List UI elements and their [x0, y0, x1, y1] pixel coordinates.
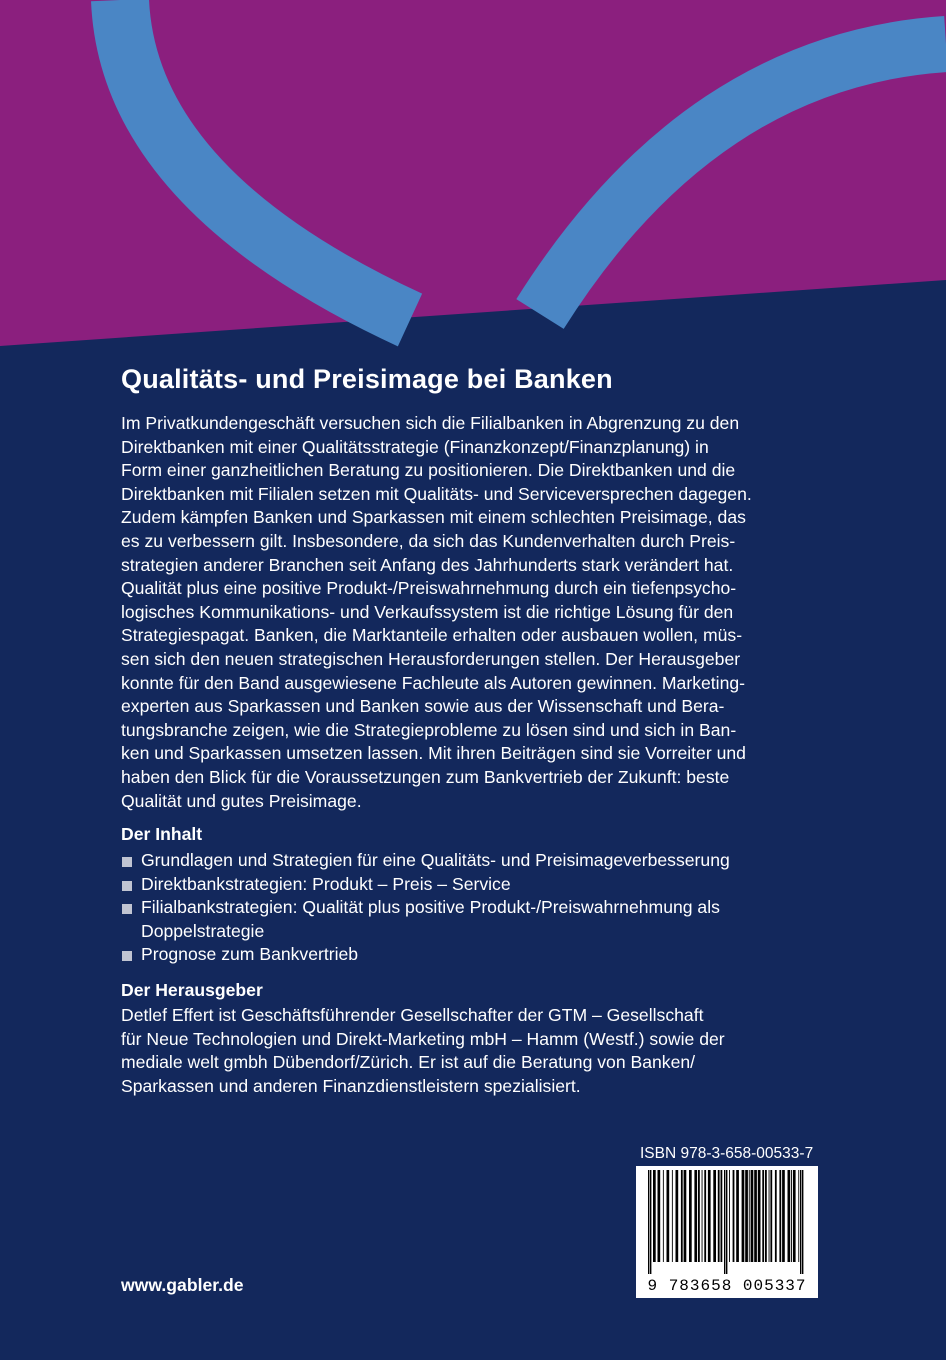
- barcode-bar: [694, 1170, 697, 1262]
- barcode-bar: [676, 1170, 679, 1262]
- barcode-bar: [713, 1170, 716, 1262]
- editor-heading: Der Herausgeber: [121, 980, 263, 1000]
- contents-item: [121, 849, 821, 873]
- editor-bio: [121, 1004, 821, 1098]
- editor-line: Sparkassen und anderen Finanzdienstleistern spezialisiert.: [121, 1075, 581, 1096]
- barcode-bar: [762, 1170, 764, 1262]
- description-line: logisches Kommunikations- und Verkaufssystem ist die richtige Lösung für den: [121, 601, 734, 622]
- contents-item: [121, 896, 821, 943]
- barcode-bar: [663, 1170, 664, 1262]
- barcode-bar: [779, 1170, 781, 1262]
- book-description: [121, 412, 821, 813]
- barcode-guard-bar: [648, 1170, 649, 1274]
- description-line: ken und Sparkassen umsetzen lassen. Mit ihren Beiträgen sind sie Vorreiter und: [121, 743, 746, 764]
- square-bullet-icon: [122, 881, 132, 891]
- contents-item: [121, 943, 821, 967]
- description-line: Form einer ganzheitlichen Beratung zu positionieren. Die Direktbanken und die: [121, 460, 736, 481]
- book-title: Qualitäts- und Preisimage bei Banken: [121, 364, 613, 394]
- barcode-bar: [718, 1170, 720, 1262]
- editor-line: Detlef Effert ist Geschäftsführender Gesellschafter der GTM – Gesellschaft: [121, 1005, 704, 1025]
- square-bullet-icon: [122, 951, 132, 961]
- description-line: strategien anderer Branchen seit Anfang des Jahrhunderts stark verändert hat.: [121, 554, 734, 575]
- barcode-bar: [793, 1170, 796, 1262]
- description-line: experten aus Sparkassen und Banken sowie aus der Wissenschaft und Bera-: [121, 696, 725, 717]
- description-line: Direktbanken mit einer Qualitätsstrategie (Finanzkonzept/Finanzplanung) in: [121, 436, 709, 457]
- barcode-bar: [745, 1170, 748, 1262]
- barcode-guard-bar: [802, 1170, 803, 1274]
- editor-line: mediale welt gmbh Dübendorf/Zürich. Er ist auf die Beratung von Banken/: [121, 1052, 696, 1073]
- contents-item-line: Doppelstrategie: [141, 920, 265, 941]
- barcode-bar: [698, 1170, 700, 1262]
- barcode-bar: [721, 1170, 723, 1262]
- barcode: [636, 1166, 818, 1298]
- contents-item: [121, 873, 821, 897]
- cover-decoration: [0, 0, 946, 360]
- description-line: Direktbanken mit Filialen setzen mit Qualitäts- und Serviceversprechen dagegen.: [121, 483, 752, 504]
- description-line: Qualität und gutes Preisimage.: [121, 790, 362, 811]
- barcode-bar: [733, 1170, 735, 1262]
- barcode-bar: [751, 1170, 754, 1262]
- square-bullet-icon: [122, 904, 132, 914]
- contents-heading: Der Inhalt: [121, 824, 203, 844]
- description-line: Strategiespagat. Banken, die Marktanteile erhalten oder ausbauen wollen, müs-: [121, 625, 743, 646]
- barcode-bar: [704, 1170, 706, 1262]
- barcode-bar: [702, 1170, 703, 1262]
- square-bullet-icon: [122, 857, 132, 867]
- barcode-bar: [798, 1170, 799, 1262]
- barcode-bar: [775, 1170, 777, 1262]
- barcode-number: 9 783658 005337: [647, 1277, 807, 1295]
- barcode-bar: [684, 1170, 687, 1262]
- description-line: konnte für den Band ausgewiesene Fachleute als Autoren gewinnen. Marketing-: [121, 672, 746, 693]
- description-line: Qualität plus eine positive Produkt-/Preiswahrnehmung durch ein tiefenpsycho-: [121, 578, 737, 599]
- contents-item-line: Grundlagen und Strategien für eine Qualitäts- und Preisimageverbesserung: [141, 850, 730, 870]
- barcode-bar: [758, 1170, 761, 1262]
- barcode-bar: [742, 1170, 745, 1262]
- barcode-bar: [769, 1170, 770, 1262]
- barcode-bar: [658, 1170, 661, 1262]
- publisher-website[interactable]: www.gabler.de: [121, 1275, 244, 1295]
- barcode-guard-bar: [726, 1170, 727, 1274]
- contents-item-line: Direktbankstrategien: Produkt – Preis – Service: [141, 873, 511, 894]
- barcode-bar: [765, 1170, 767, 1262]
- description-line: es zu verbessern gilt. Insbesondere, da sich das Kundenverhalten durch Preis-: [121, 530, 736, 551]
- description-line: Im Privatkundengeschäft versuchen sich die Filialbanken in Abgrenzung zu den: [121, 413, 740, 433]
- contents-item-line: Filialbankstrategien: Qualität plus positive Produkt-/Preiswahrnehmung als: [141, 897, 720, 918]
- barcode-bar: [708, 1170, 711, 1262]
- barcode-guard-bar: [800, 1170, 801, 1274]
- barcode-bar: [782, 1170, 785, 1262]
- barcode-guard-bar: [724, 1170, 725, 1274]
- barcode-bar: [791, 1170, 792, 1262]
- barcode-bar: [736, 1170, 739, 1262]
- description-line: sen sich den neuen strategischen Herausforderungen stellen. Der Herausgeber: [121, 648, 741, 669]
- barcode-guard-bar: [650, 1170, 651, 1274]
- barcode-bar: [653, 1170, 656, 1262]
- barcode-bar: [770, 1170, 772, 1262]
- description-line: haben den Blick für die Voraussetzungen zum Bankvertrieb der Zukunft: beste: [121, 766, 730, 787]
- barcode-bar: [672, 1170, 673, 1262]
- isbn-label: ISBN 978-3-658-00533-7: [640, 1145, 814, 1162]
- barcode-bar: [788, 1170, 791, 1262]
- contents-item-line: Prognose zum Bankvertrieb: [141, 944, 359, 965]
- barcode-bar: [689, 1170, 692, 1262]
- editor-line: für Neue Technologien und Direkt-Marketing mbH – Hamm (Westf.) sowie der: [121, 1028, 725, 1049]
- barcode-bar: [681, 1170, 683, 1262]
- description-line: tungsbranche zeigen, wie die Strategieprobleme zu lösen sind und sich in Ban-: [121, 719, 737, 740]
- barcode-bar: [754, 1170, 757, 1262]
- barcode-bar: [729, 1170, 730, 1262]
- description-line: Zudem kämpfen Banken und Sparkassen mit einem schlechten Preisimage, das: [121, 507, 746, 528]
- barcode-bar: [749, 1170, 750, 1262]
- contents-list: [121, 849, 821, 967]
- barcode-bar: [667, 1170, 670, 1262]
- barcode-bars: [642, 1170, 812, 1274]
